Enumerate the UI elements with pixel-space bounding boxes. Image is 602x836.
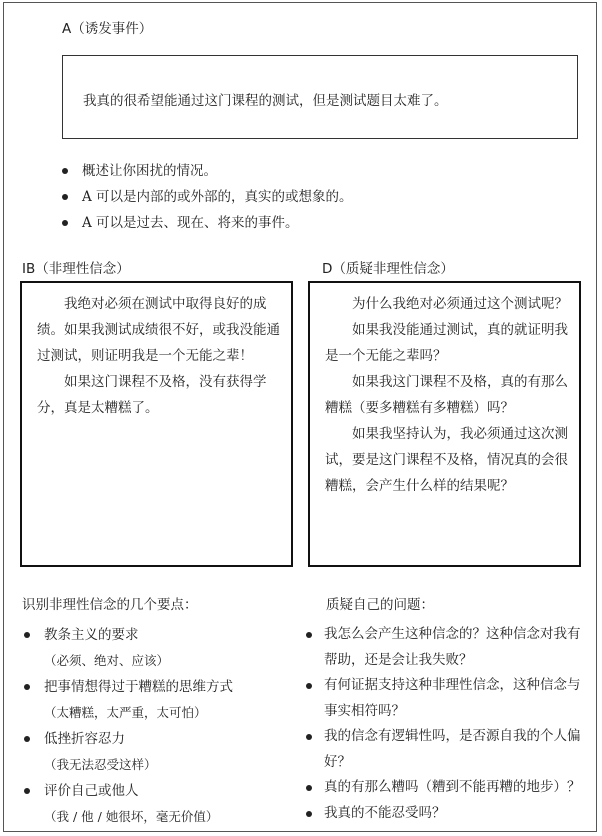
- bullet-icon: [24, 684, 30, 690]
- bullet-icon: [24, 632, 30, 638]
- dispute-paragraph: 如果我这门课程不及格，真的有那么糟糕（要多糟糕有多糟糕）吗？: [325, 374, 568, 416]
- activating-event-box: [62, 55, 578, 139]
- heading-key-points: 识别非理性信念的几个要点：: [22, 597, 198, 613]
- dispute-box: [308, 281, 581, 567]
- list-item: [24, 726, 294, 778]
- list-item-text: 概述让你困扰的情况。: [82, 163, 217, 179]
- bullet-icon: [306, 811, 312, 817]
- list-item: [306, 801, 586, 827]
- list-item-text: A 可以是过去、现在、将来的事件。: [82, 215, 299, 231]
- list-item-text: 把事情想得过于糟糕的思维方式: [44, 679, 233, 695]
- heading-activating-event: A（诱发事件）: [62, 21, 153, 37]
- bullet-icon: [306, 785, 312, 791]
- list-item-text: 我的信念有逻辑性吗，是否源自我的个人偏好？: [324, 728, 581, 770]
- list-item: [62, 184, 353, 210]
- irrational-belief-paragraph: 如果这门课程不及格，没有获得学分，真是太糟糕了。: [37, 374, 267, 416]
- list-item: [306, 724, 586, 775]
- list-item: [306, 673, 586, 724]
- list-item-text: 教条主义的要求: [44, 627, 139, 643]
- list-item-subtext: （我无法忍受这样）: [44, 757, 157, 772]
- dispute-paragraph: 如果我没能通过测试，真的就证明我是一个无能之辈吗？: [325, 322, 568, 364]
- dispute-paragraph: 为什么我绝对必须通过这个测试呢？: [352, 296, 568, 312]
- list-item-subtext: （我 / 他 / 她很坏，毫无价值）: [44, 809, 219, 824]
- activating-event-notes: [62, 158, 353, 236]
- bullet-icon: [62, 220, 68, 226]
- activating-event-text: 我真的很希望能通过这门课程的测试，但是测试题目太难了。: [83, 93, 448, 109]
- list-item: [24, 778, 294, 830]
- key-points-list: [24, 622, 294, 830]
- bullet-icon: [306, 683, 312, 689]
- list-item-text: 我怎么会产生这种信念的？这种信念对我有帮助，还是会让我失败？: [324, 626, 581, 668]
- list-item: [306, 775, 586, 801]
- bullet-icon: [306, 632, 312, 638]
- heading-dispute: D（质疑非理性信念）: [322, 261, 454, 277]
- list-item: [24, 622, 294, 674]
- questions-list: [306, 622, 586, 826]
- list-item: [306, 622, 586, 673]
- list-item-text: 低挫折容忍力: [44, 731, 125, 747]
- bullet-icon: [62, 194, 68, 200]
- bullet-icon: [24, 736, 30, 742]
- list-item-subtext: （太糟糕，太严重，太可怕）: [44, 705, 207, 720]
- dispute-paragraph: 如果我坚持认为，我必须通过这次测试，要是这门课程不及格，情况真的会很糟糕，会产生什么样的结果呢？: [325, 426, 568, 494]
- irrational-beliefs-box: [20, 281, 293, 567]
- list-item-text: 评价自己或他人: [44, 783, 139, 799]
- list-item: [24, 674, 294, 726]
- bullet-icon: [62, 168, 68, 174]
- list-item-text: 有何证据支持这种非理性信念，这种信念与事实相符吗？: [324, 677, 581, 719]
- heading-questions: 质疑自己的问题：: [326, 597, 434, 613]
- bullet-icon: [24, 788, 30, 794]
- list-item-text: A 可以是内部的或外部的，真实的或想象的。: [82, 189, 353, 205]
- bullet-icon: [306, 734, 312, 740]
- list-item: [62, 210, 353, 236]
- list-item: [62, 158, 353, 184]
- list-item-subtext: （必须、绝对、应该）: [44, 653, 170, 668]
- list-item-text: 我真的不能忍受吗？: [324, 804, 446, 821]
- irrational-belief-paragraph: 我绝对必须在测试中取得良好的成绩。如果我测试成绩很不好，或我没能通过测试，则证明我是一个无能之辈！: [37, 296, 280, 364]
- heading-irrational-beliefs: IB（非理性信念）: [22, 261, 130, 277]
- list-item-text: 真的有那么糟吗（糟到不能再糟的地步）？: [324, 779, 581, 795]
